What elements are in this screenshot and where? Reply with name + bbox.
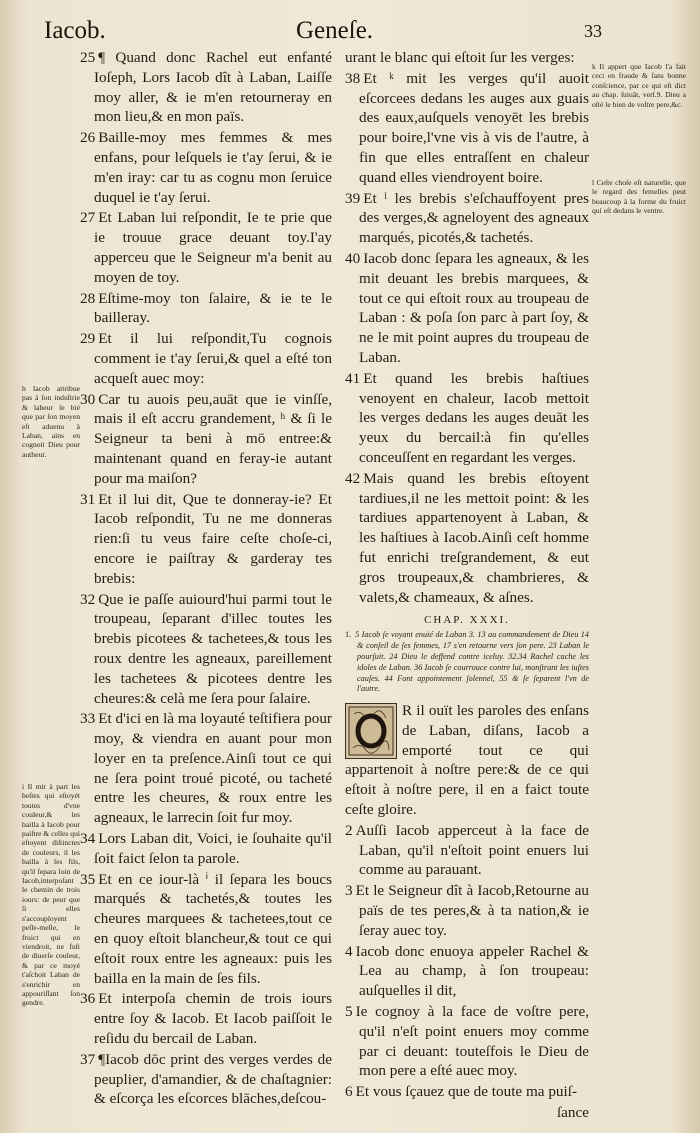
verse-26: 26 Baille-moy mes femmes & mes enfans, pour leſquels ie t'ay ſerui, & ie m'en iray: car tu as cognu mon ſeruice duquel ie t'ay ſerui. — [80, 129, 332, 206]
verse-34: 34 Lors Laban dit, Voici, ie ſouhaite qu'il ſoit faict ſelon ta parole. — [80, 830, 332, 867]
verse-37: 37 ¶Iacob dōc print des verges verdes de peuplier, d'amandier, & de chaſtagnier: & eſcorça les eſcorces blāches,deſcou- — [80, 1050, 332, 1108]
margin-note-k: k Il appert que Iacob l'a fait ceci en fraude & ſans bonne conſcience, par ce qui eſt dict au chap. ſuiuāt, verſ.9. Dieu a oſté le bien de voſtre pere,&c. — [592, 62, 686, 109]
verse-29: 29 Et il lui reſpondit,Tu cognois comment ie t'ay ſerui,& quel a eſté ton acqueſt auec moy: — [80, 330, 332, 387]
catchword: ſance — [556, 1104, 589, 1122]
margin-note-l: l Ceſte choſe eſt naturelle, que le regard des femelles peut beaucoup à la forme du fruict qui eſt dedans le ventre. — [592, 178, 686, 216]
verse-32: 32 Que ie paſſe auiourd'hui parmi tout le troupeau, ſeparant d'illec toutes les brebis picotees & tachetees,& tous les roux dentre les agneaux, pareillement les tachetees & picotees dentre les cheures:& celà me ſera pour ſalaire. — [80, 590, 332, 707]
verse-3: 3 Et le Seigneur dît à Iacob,Retourne au païs de tes peres,& à ta nation,& ie ſeray auec toy. — [345, 882, 589, 939]
verse-28: 28 Eſtime-moy ton ſalaire, & ie te le bailleray. — [80, 289, 332, 327]
verse-6: 6 Et vous ſçauez que de toute ma puiſ- — [345, 1083, 578, 1101]
verse-33: 33 Et d'ici en là ma loyauté teſtifiera pour moy, & viendra en auant pour mon loyer en ta preſence.Ainſi tout ce qui ne ſera point troué picoté, ou tacheté entre les cheures, & roux entre les agneaux, le larrecin ſoit fur moy. — [80, 710, 332, 827]
verse-42: 42 Mais quand les brebis eſtoyent tardiues,il ne les mettoit point: & les tardiues appartenoyent à Laban, & les haſtiues à Iacob.Ainſi ceſt homme fut enrichi treſgrandement, & eut gros troupeaux,& chambrieres, & valets,& chameaux, & aſnes. — [345, 469, 589, 606]
verse-38: 38 Et ᵏ mit les verges qu'il auoit eſcorcees dedans les auges aux guais des eaux,auſquels venoyēt les brebis pour boire,l'vne vis à vis de l'autre, à fin que elles entraſſent en chaleur quand elles viendroyent boire. — [345, 69, 589, 186]
verse-4: 4 Iacob donc enuoya appeler Rachel & Lea au champ, à ſon troupeau: auſquelles il dit, — [345, 942, 589, 1000]
right-column — [345, 48, 589, 1124]
margin-note-i: i Il mit à part les beſtes qui eſtoyét toutes d'vne couleur,& les bailla à Iacob pour paiſtre & celles qui eſtoyent diſtinctes de couleurs, il les bailla à ſes fils, qu'il ſepara loin de Iacob,interpoſant le chemin de trois iours: de peur que ſi elles s'accouployent peſle-meſle, le fruict qui en viendroit, ne fuſt de diuerſe couleur, & par ce moyé t'aſchoit Laban de s'enrichir en appouriſſant ſon gendre. — [22, 782, 80, 1008]
verse-39: 39 Et ˡ les brebis s'eſchauffoyent pres des verges,& agneloyent des agneaux marqués, picotés,& tachetés. — [345, 189, 589, 247]
left-column — [80, 48, 332, 1110]
svg-text:O: O — [370, 736, 372, 738]
running-head-title: Geneſe. — [296, 17, 374, 44]
page-number: 33 — [584, 21, 602, 41]
verse-5: 5 Ie cognoy à la face de voſtre pere, qu'il n'eſt point enuers moy comme par ci deuant: touteſfois le Dieu de mon pere a eſté auec moy. — [345, 1003, 589, 1080]
running-head-left: Iacob. — [44, 17, 106, 44]
verse-37-continued: urant le blanc qui eſtoit ſur les verges: — [345, 49, 575, 66]
verse-36: 36 Et interpoſa chemin de trois iours entre ſoy & Iacob. Et Iacob paiſſoit le reſidu du bercail de Laban. — [80, 990, 332, 1048]
verse-30: 30 Car tu auois peu,auāt que ie vinſſe, mais il eſt accru grandement, ʰ & ſi le Seigneur ta beni à mō entree:& maintenant quand en feray-ie autant pour ma maiſon? — [80, 390, 332, 487]
verse-40: 40 Iacob donc ſepara les agneaux, & les mit deuant les brebis marquees, & tout ce qui eſtoit roux au troupeau de Laban : & poſa ſon parc à part ſoy, & ne le mit point aupres du troupeau de Laban. — [345, 249, 589, 366]
chapter-heading: CHAP. XXXI. — [424, 614, 510, 627]
verse-31: 31 Et il lui dit, Que te donneray-ie? Et Iacob reſpondit, Tu ne me donneras rien:ſi tu veus faire ceſte choſe-ci, encore ie paiſtray & garderay tes brebis: — [80, 490, 332, 587]
verse-1: O R il ouït les paroles des enſans de Laban, diſans, Iacob a emporté tout ce qui appartenoit à noſtre pere:& de ce qui eſtoit à noſtre pere, il en a faict toute ceſte gloire. — [345, 702, 589, 819]
drop-cap-initial — [345, 703, 397, 759]
verse-25: 25 ¶ Quand donc Rachel eut enfanté Ioſeph, Lors Iacob dît à Laban, Laiſſe moy aller, & ie m'en retourneray en mon lieu,& en mon païs. — [80, 49, 332, 126]
margin-note-h: h Iacob attribue pas à ſon induſtrie & labeur le bié que par ſon moyen eſt aduenu à Laban, ains en cognoit Dieu pour autheur. — [22, 384, 80, 459]
ornament-o-icon — [348, 706, 394, 756]
verse-2: 2 Auſſi Iacob apperceut à la face de Laban, qu'il n'eſtoit point enuers lui comme au parauant. — [345, 821, 589, 879]
running-head — [0, 16, 700, 46]
verse-27: 27 Et Laban lui reſpondit, Ie te prie que ie trouue grace deuant toy.I'ay apperceu que le Seigneur m'a benit au moyen de toy. — [80, 209, 332, 286]
chapter-summary: 1. 5 Iacob ſe voyant enuié de Laban 3. 13 au commandement de Dieu 14 & conſeil de ſes femmes, 17 s'en retourne vers ſon pere. 23 Laban le pourſuit. 24 Dieu le deffend contre iceluy. 32.34 Rachel cache les idoles de Laban. 36 Iacob ſe courrouce contre lui, monſtrant les iuſtes cauſes. 44 Font appointement ſolennel, 55 & ſe ſeparent l'vn de l'autre. — [345, 630, 589, 694]
verse-35: 35 Et en ce iour-là ⁱ il ſepara les boucs marqués & tachetés,& toutes les cheures marquees & tachetees,tout ce en quoy eſtoit blancheur,& tout ce qui eſtoit roux entre les agneaux: puis les bailla en la main de ſes fils. — [80, 870, 332, 987]
verse-41: 41 Et quand les brebis haſtiues venoyent en chaleur, Iacob mettoit les verges dedans les auges deuāt les yeux du bercail:à fin qu'elles conceuſſent en regardant les verges. — [345, 369, 589, 466]
